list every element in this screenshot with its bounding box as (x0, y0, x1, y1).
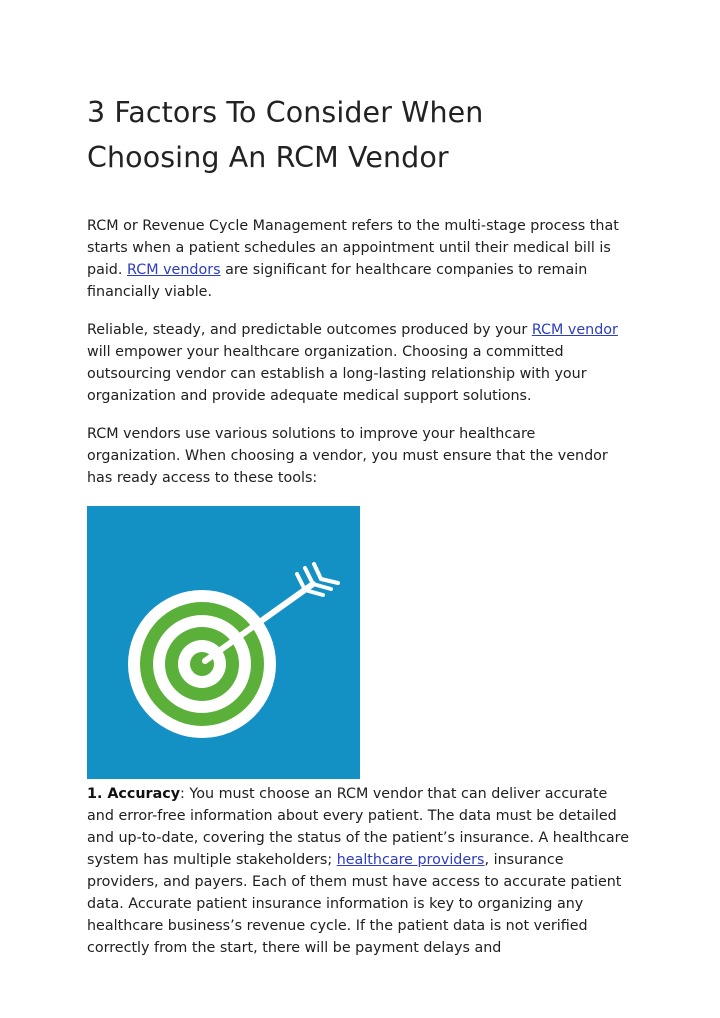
article-title (87, 90, 632, 180)
solutions-paragraph: RCM vendors use various solutions to improve your healthcare organization. When choosing a vendor, you must ensure that the vendor has ready access to these tools: (87, 426, 608, 486)
accuracy-heading: 1. Accuracy (87, 786, 181, 802)
title-line-2: Choosing An RCM Vendor (87, 141, 449, 174)
target-with-arrow-icon (87, 506, 360, 779)
rcm-vendors-link[interactable]: RCM vendors (126, 262, 221, 278)
intro-text-before: RCM or Revenue Cycle Management refers to the multi-stage process that starts when a patient schedules an appointment until their medical bill is paid. (87, 218, 619, 278)
accuracy-text-1: : You must choose an RCM vendor that can deliver accurate and error-free information about every patient. The data must be detailed and up-to-date, covering the status of the patient’s insurance. A healthcare system has multiple stakeholders; (87, 786, 630, 868)
outcomes-paragraph (87, 319, 632, 407)
outcomes-text-after: will empower your healthcare organization. Choosing a committed outsourcing vendor can establish a long-lasting relationship with your organization and provide adequate medical support solutions. (87, 344, 587, 404)
outcomes-text-before: Reliable, steady, and predictable outcomes produced by your (87, 322, 532, 338)
rcm-vendor-link[interactable]: RCM vendor (531, 322, 618, 338)
article (87, 90, 632, 959)
accuracy-text-2: , insurance providers, and payers. Each of them must have access to accurate patient data. Accurate patient insurance information is key to organizing any healthcare business’s revenue cycle. If the patient data is not verified correctly from the start, there will be payment delays and (87, 852, 622, 956)
healthcare-providers-link[interactable]: healthcare providers (336, 852, 485, 868)
intro-paragraph (87, 215, 632, 303)
intro-text-after: are significant for healthcare companies to remain financially viable. (87, 262, 588, 300)
accuracy-paragraph (87, 783, 632, 959)
target-image (87, 506, 360, 779)
title-line-1: 3 Factors To Consider When (87, 96, 484, 129)
